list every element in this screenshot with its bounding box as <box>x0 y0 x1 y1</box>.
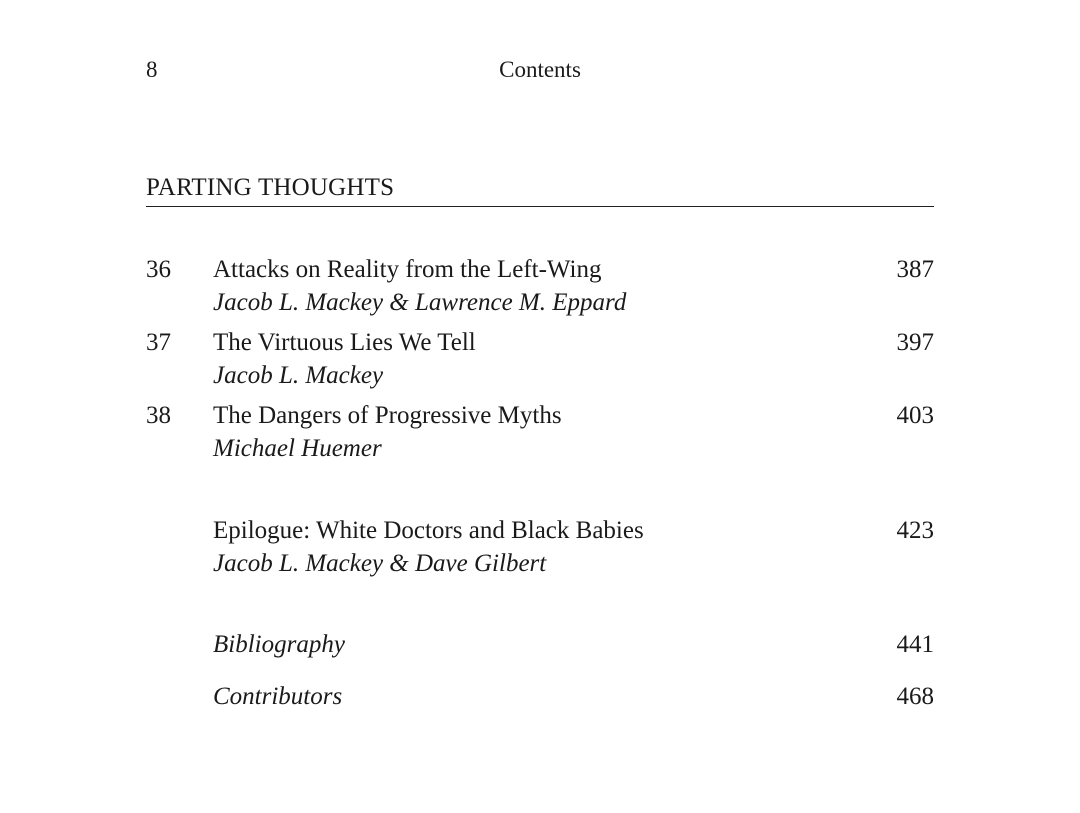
page-number: 8 <box>146 57 158 82</box>
epilogue-author: Jacob L. Mackey & Dave Gilbert <box>213 550 547 577</box>
chapter-number: 36 <box>146 256 171 283</box>
chapter-author: Michael Huemer <box>213 435 382 462</box>
chapter-title: The Dangers of Progressive Myths <box>213 402 562 429</box>
chapter-number: 38 <box>146 402 171 429</box>
section-heading: PARTING THOUGHTS <box>146 174 395 201</box>
chapter-author: Jacob L. Mackey & Lawrence M. Eppard <box>213 289 627 316</box>
chapter-author: Jacob L. Mackey <box>213 362 384 389</box>
chapter-page: 397 <box>896 329 934 356</box>
chapter-number: 37 <box>146 329 171 356</box>
bibliography-title: Bibliography <box>213 631 345 658</box>
chapter-page: 387 <box>896 256 934 283</box>
bibliography-page: 441 <box>896 631 934 658</box>
epilogue-page: 423 <box>896 517 934 544</box>
chapter-page: 403 <box>896 402 934 429</box>
chapter-title: Attacks on Reality from the Left-Wing <box>213 256 602 283</box>
epilogue-title: Epilogue: White Doctors and Black Babies <box>213 517 644 544</box>
chapter-title: The Virtuous Lies We Tell <box>213 329 476 356</box>
contributors-page: 468 <box>896 683 934 710</box>
running-head: Contents <box>499 57 581 82</box>
contributors-title: Contributors <box>213 683 343 710</box>
section-divider <box>146 206 934 207</box>
